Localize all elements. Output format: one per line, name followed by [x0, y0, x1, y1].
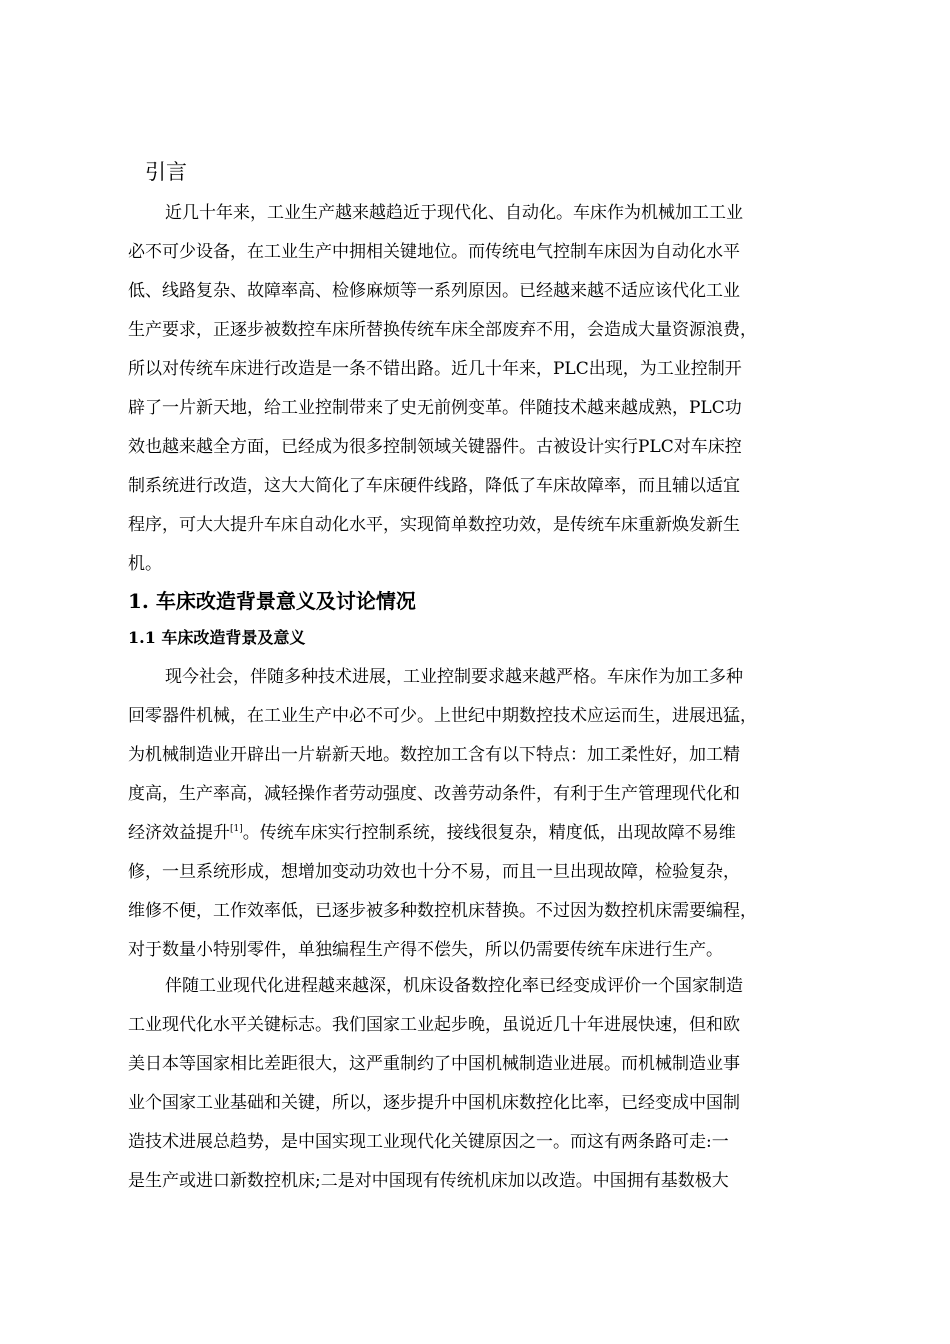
text-line: 对于数量小特别零件，单独编程生产得不偿失，所以仍需要传统车床进行生产。 [128, 940, 723, 960]
text-line: 度高，生产率高，减轻操作者劳动强度、改善劳动条件，有利于生产管理现代化和 [128, 784, 740, 804]
text-line: 美日本等国家相比差距很大，这严重制约了中国机械制造业进展。而机械制造业事 [128, 1054, 740, 1074]
text-line: 程序，可大大提升车床自动化水平，实现简单数控功效，是传统车床重新焕发新生 [128, 515, 740, 535]
intro-paragraph [128, 194, 828, 584]
subsection-heading: 1.1 车床改造背景及意义 [128, 628, 306, 647]
text-line: 低、线路复杂、故障率高、检修麻烦等一系列原因。已经越来越不适应该代化工业 [128, 281, 740, 301]
intro-heading: 引言 [145, 160, 187, 184]
text-line: 辟了一片新天地，给工业控制带来了史无前例变革。伴随技术越来越成熟，PLC功 [128, 398, 742, 418]
text-line: 伴随工业现代化进程越来越深，机床设备数控化率已经变成评价一个国家制造 [165, 976, 743, 996]
text-line: 是生产或进口新数控机床;二是对中国现有传统机床加以改造。中国拥有基数极大 [128, 1171, 729, 1191]
section-heading: 1. 车床改造背景意义及讨论情况 [128, 589, 416, 613]
text-line: 维修不便，工作效率低，已逐步被多种数控机床替换。不过因为数控机床需要编程， [128, 901, 757, 921]
section-paragraph-1 [128, 658, 828, 970]
text-segment: 经济效益提升 [128, 823, 230, 843]
text-line: 造技术进展总趋势，是中国实现工业现代化关键原因之一。而这有两条路可走:一 [128, 1132, 729, 1152]
text-line: 生产要求，正逐步被数控车床所替换传统车床全部废弃不用，会造成大量资源浪费， [128, 320, 757, 340]
text-line-with-citation [128, 814, 828, 853]
text-line: 所以对传统车床进行改造是一条不错出路。近几十年来，PLC出现，为工业控制开 [128, 359, 742, 379]
citation-reference: [1] [230, 824, 243, 834]
text-line: 效也越来越全方面，已经成为很多控制领域关键器件。古被设计实行PLC对车床控 [128, 437, 742, 457]
text-line: 修，一旦系统形成，想增加变动功效也十分不易，而且一旦出现故障，检验复杂， [128, 862, 740, 882]
text-segment: 。传统车床实行控制系统，接线很复杂，精度低，出现故障不易维 [242, 823, 736, 843]
text-line: 工业现代化水平关键标志。我们国家工业起步晚，虽说近几十年进展快速，但和欧 [128, 1015, 740, 1035]
text-line: 回零器件机械，在工业生产中必不可少。上世纪中期数控技术应运而生，进展迅猛， [128, 706, 757, 726]
text-line: 机。 [128, 554, 162, 574]
text-line: 现今社会，伴随多种技术进展，工业控制要求越来越严格。车床作为加工多种 [165, 667, 743, 687]
text-line: 为机械制造业开辟出一片崭新天地。数控加工含有以下特点：加工柔性好，加工精 [128, 745, 740, 765]
section-paragraph-2 [128, 967, 828, 1201]
text-line: 必不可少设备，在工业生产中拥相关键地位。而传统电气控制车床因为自动化水平 [128, 242, 740, 262]
text-line: 近几十年来，工业生产越来越趋近于现代化、自动化。车床作为机械加工工业 [165, 203, 743, 223]
text-line: 业个国家工业基础和关键，所以，逐步提升中国机床数控化比率，已经变成中国制 [128, 1093, 740, 1113]
text-line: 制系统进行改造，这大大简化了车床硬件线路，降低了车床故障率，而且辅以适宜 [128, 476, 740, 496]
